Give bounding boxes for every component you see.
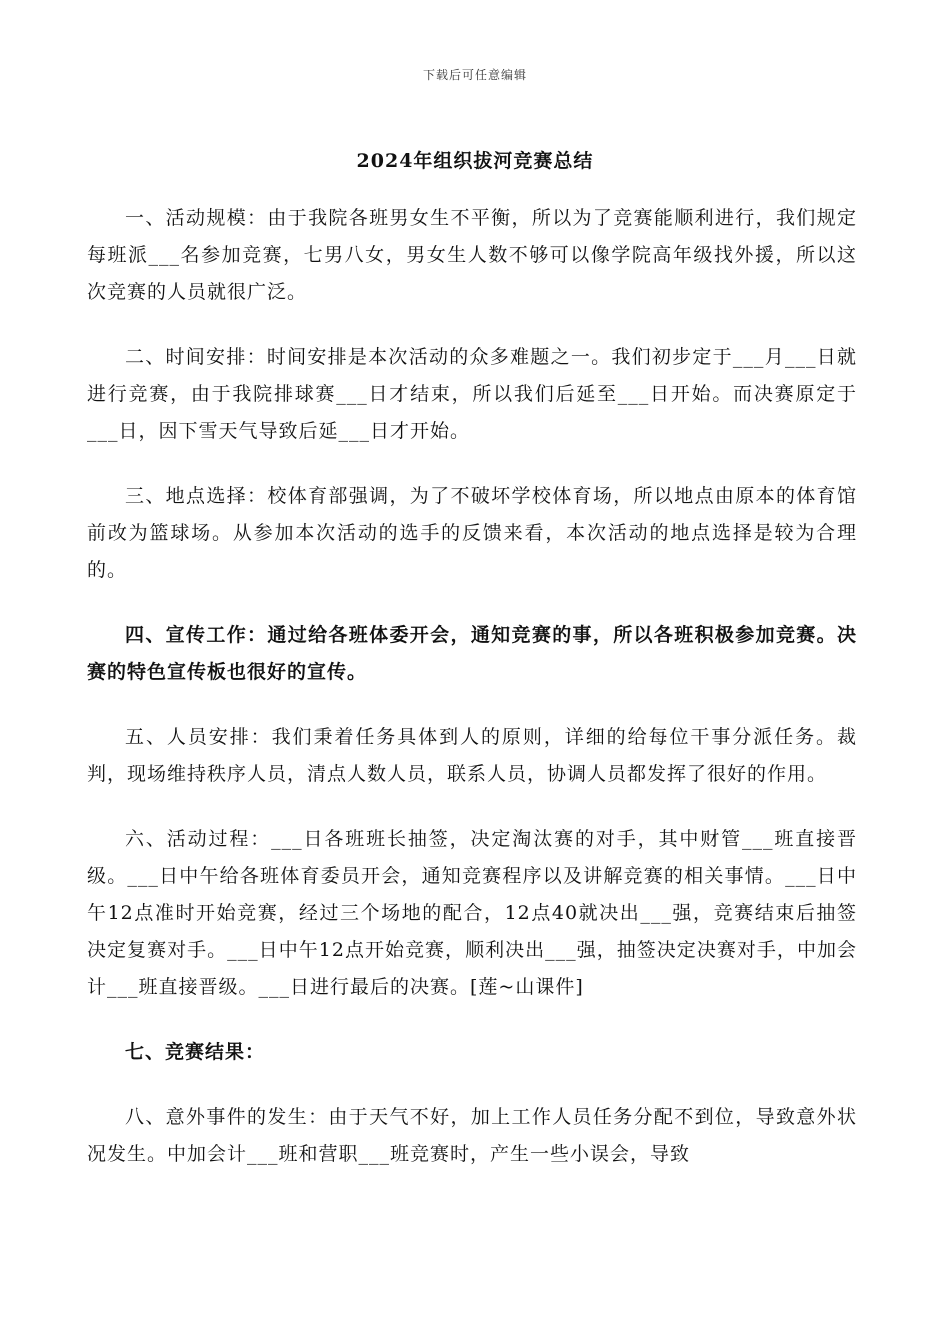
paragraph-publicity: 四、宣传工作：通过给各班体委开会，通知竞赛的事，所以各班积极参加竞赛。决赛的特色宣传板也很好的宣传。: [87, 624, 857, 683]
paragraph-results-heading: 七、竞赛结果：: [125, 1041, 266, 1063]
document-title: 2024年组织拔河竞赛总结: [356, 150, 594, 172]
page-header-note: 下载后可任意编辑: [422, 68, 527, 82]
paragraph-incidents: 八、意外事件的发生：由于天气不好，加上工作人员任务分配不到位，导致意外状况发生。中加会计___班和营职___班竞赛时，产生一些小误会，导致: [87, 1106, 857, 1165]
paragraph-activity-scale: 一、活动规模：由于我院各班男女生不平衡，所以为了竞赛能顺利进行，我们规定每班派___名参加竞赛，七男八女，男女生人数不够可以像学院高年级找外援，所以这次竞赛的人员就很广泛。: [87, 207, 857, 303]
paragraph-venue-selection: 三、地点选择：校体育部强调，为了不破坏学校体育场，所以地点由原本的体育馆前改为篮球场。从参加本次活动的选手的反馈来看，本次活动的地点选择是较为合理的。: [87, 485, 857, 581]
paragraph-time-schedule: 二、时间安排：时间安排是本次活动的众多难题之一。我们初步定于___月___日就进行竞赛，由于我院排球赛___日才结束，所以我们后延至___日开始。而决赛原定于___日，因下雪天气导致后延___日才开始。: [87, 346, 857, 442]
paragraph-activity-process: 六、活动过程：___日各班班长抽签，决定淘汰赛的对手，其中财管___班直接晋级。___日中午给各班体育委员开会，通知竞赛程序以及讲解竞赛的相关事情。___日中午12点准时开始竞赛，经过三个场地的配合，12点40就决出___强，竞赛结束后抽签决定复赛对手。___日中午12点开始竞赛，顺利决出___强，抽签决定决赛对手，中加会计___班直接晋级。___日进行最后的决赛。[莲~山课件]: [87, 828, 857, 998]
document-body: [87, 200, 857, 1201]
paragraph-staffing: 五、人员安排：我们秉着任务具体到人的原则，详细的给每位干事分派任务。裁判，现场维持秩序人员，清点人数人员，联系人员，协调人员都发挥了很好的作用。: [87, 726, 857, 785]
